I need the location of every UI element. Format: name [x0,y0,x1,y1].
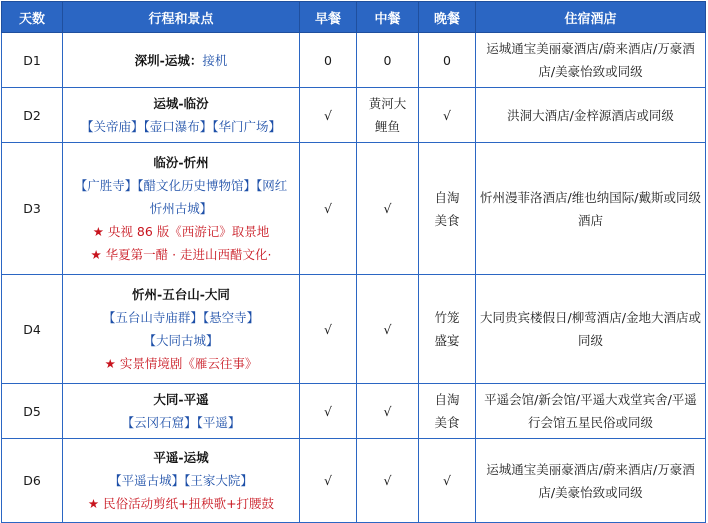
day-cell: D3 [2,143,63,275]
route-cell [63,33,300,88]
table-row [2,439,706,523]
header-dinner: 晚餐 [419,2,476,33]
lunch-cell: 0 [357,33,419,88]
lunch-cell: √ [357,439,419,523]
lunch-cell: √ [357,384,419,439]
dinner-cell: 0 [419,33,476,88]
day-cell: D4 [2,275,63,384]
route-cell [63,88,300,143]
lunch-cell: 黄河大鲤鱼 [357,88,419,143]
route-cell [63,384,300,439]
breakfast-cell: √ [300,275,357,384]
route-title: 大同-平遥 [153,392,209,407]
hotel-cell: 平遥会馆/新会馆/平遥大戏堂宾舍/平遥行会馆五星民俗或同级 [476,384,706,439]
dinner-cell: √ [419,88,476,143]
lunch-cell: √ [357,143,419,275]
route-spots: 【大同古城】 [143,333,219,348]
dinner-cell: 竹笼盛宴 [419,275,476,384]
header-breakfast: 早餐 [300,2,357,33]
dinner-cell: √ [419,439,476,523]
header-day: 天数 [2,2,63,33]
breakfast-cell: 0 [300,33,357,88]
breakfast-cell: √ [300,439,357,523]
itinerary-table [1,1,706,523]
breakfast-cell: √ [300,384,357,439]
header-hotel: 住宿酒店 [476,2,706,33]
route-title: 平遥-运城 [153,450,209,465]
dinner-cell: 自淘美食 [419,384,476,439]
route-cell [63,275,300,384]
route-highlight: ★ 实景情境剧《雁云往事》 [104,356,258,371]
route-highlight: ★ 央视 86 版《西游记》取景地 [92,224,270,239]
route-spots: 【五台山寺庙群】【悬空寺】 [102,310,260,325]
breakfast-cell: √ [300,88,357,143]
table-row [2,143,706,275]
route-title: 忻州-五台山-大同 [132,287,230,302]
route-spots: 【广胜寺】【醋文化历史博物馆】【网红忻州古城】 [74,178,288,216]
header-lunch: 中餐 [357,2,419,33]
route-title: 临汾-忻州 [153,155,209,170]
breakfast-cell: √ [300,143,357,275]
day-cell: D5 [2,384,63,439]
hotel-cell: 运城通宝美丽豪酒店/蔚来酒店/万豪酒店/美豪怡致或同级 [476,439,706,523]
header-route: 行程和景点 [63,2,300,33]
table-row [2,275,706,384]
hotel-cell: 大同贵宾楼假日/柳莺酒店/金地大酒店或同级 [476,275,706,384]
route-title: 深圳-运城：接机 [134,52,228,68]
table-row [2,384,706,439]
hotel-cell: 忻州漫菲洛酒店/维也纳国际/戴斯或同级酒店 [476,143,706,275]
route-cell [63,143,300,275]
hotel-cell: 运城通宝美丽豪酒店/蔚来酒店/万豪酒店/美豪怡致或同级 [476,33,706,88]
table-row [2,33,706,88]
route-spots: 【云冈石窟】【平遥】 [121,415,241,430]
route-highlight: ★ 民俗活动剪纸+扭秧歌+打腰鼓 [87,496,275,511]
route-spots: 【平遥古城】【王家大院】 [109,473,253,488]
route-title: 运城-临汾 [153,96,209,111]
day-cell: D2 [2,88,63,143]
route-note: 接机 [202,52,228,68]
day-cell: D6 [2,439,63,523]
header-row [2,2,706,33]
route-highlight: ★ 华夏第一醋 · 走进山西醋文化· [90,247,272,262]
route-cell [63,439,300,523]
hotel-cell: 洪洞大酒店/金梓源酒店或同级 [476,88,706,143]
day-cell: D1 [2,33,63,88]
lunch-cell: √ [357,275,419,384]
route-spots: 【关帝庙】【壶口瀑布】【华门广场】 [80,119,281,134]
dinner-cell: 自淘美食 [419,143,476,275]
table-row [2,88,706,143]
